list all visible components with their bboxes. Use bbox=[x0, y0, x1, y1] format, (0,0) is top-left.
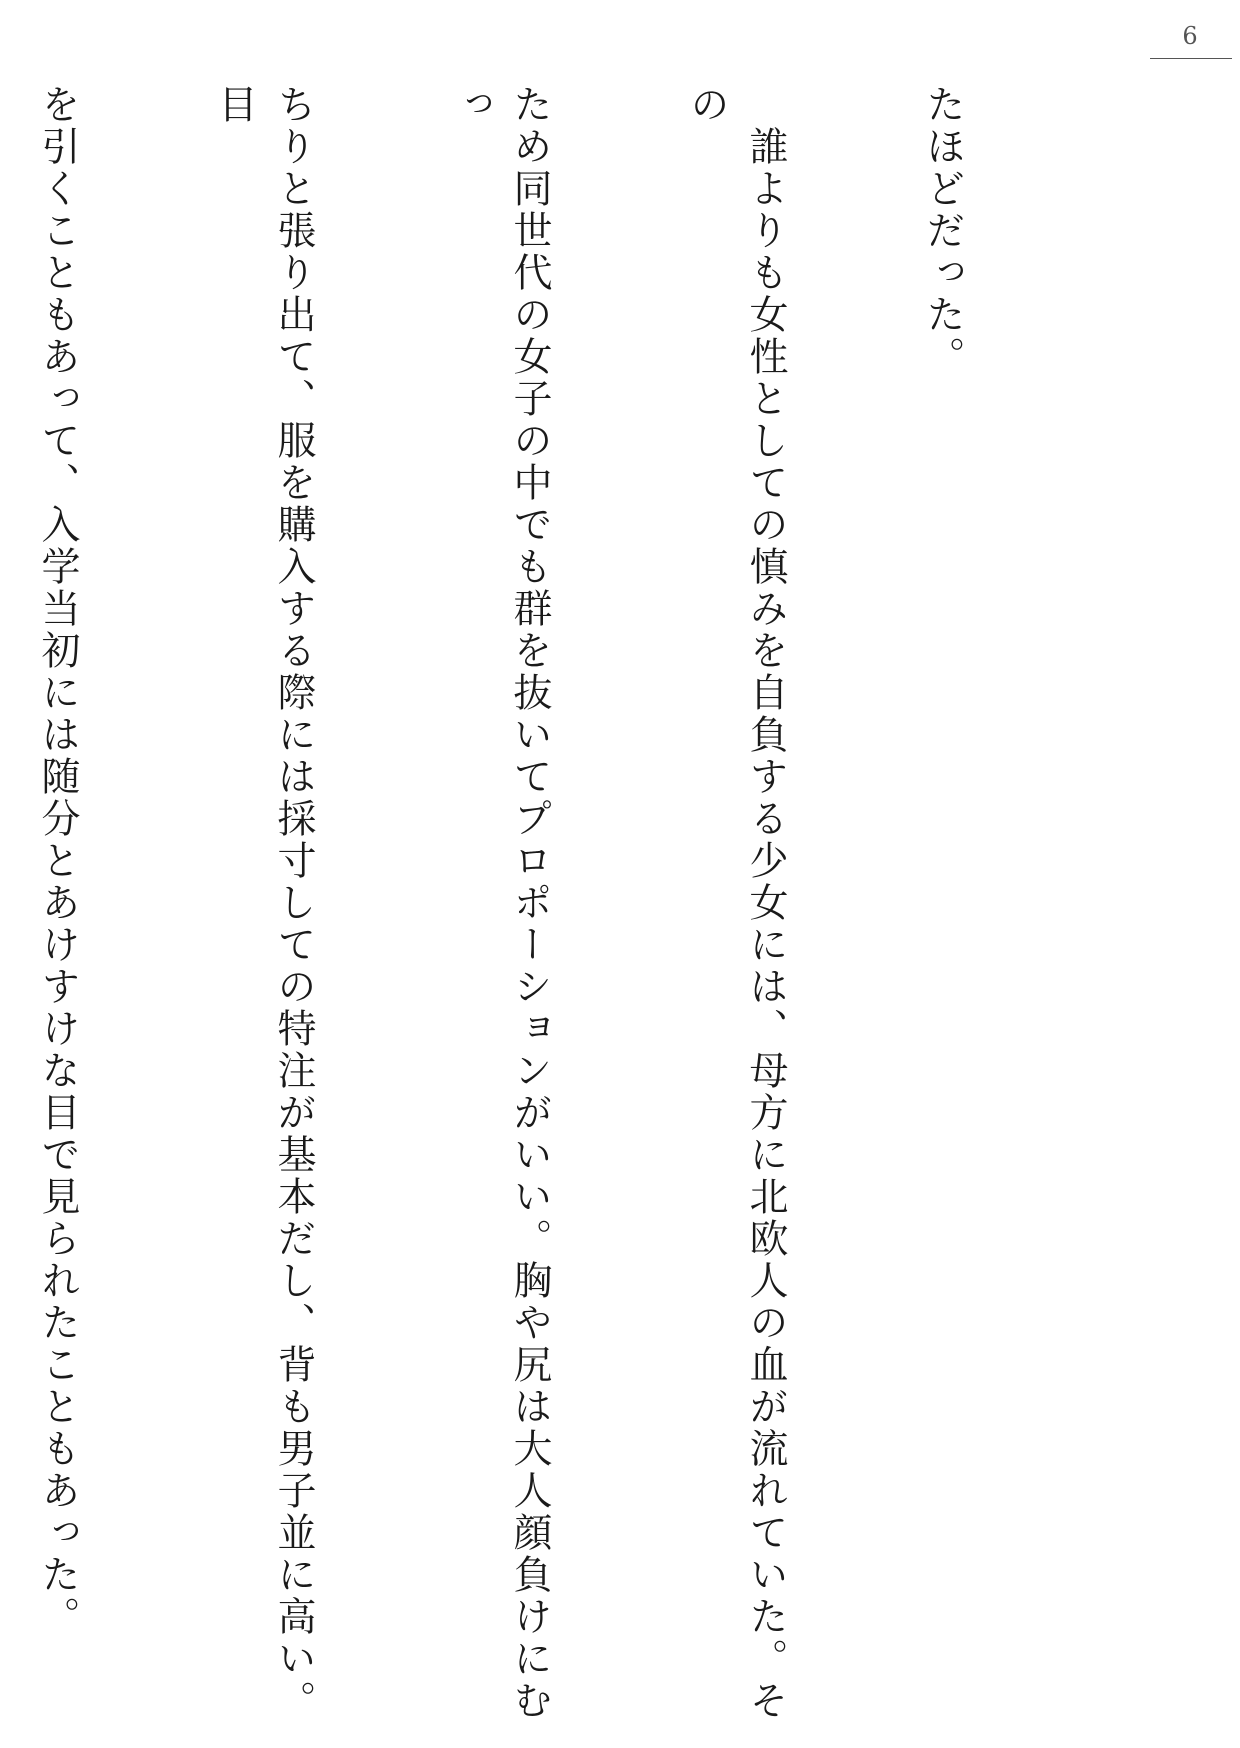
text-line: 誰よりも女性としての慎みを自負する少女には、母方に北欧人の血が流れていた。その bbox=[684, 84, 788, 1722]
page-number-rule bbox=[1150, 58, 1232, 59]
text-line: ちりと張り出て、服を購入する際には採寸しての特注が基本だし、背も男子並に高い。目 bbox=[212, 84, 316, 1722]
text-line: を引くこともあって、入学当初には随分とあけすけな目で見られたこともあった。 bbox=[35, 84, 80, 1638]
vertical-text-body bbox=[0, 84, 1090, 1724]
text-line: ため同世代の女子の中でも群を抜いてプロポーションがいい。胸や尻は大人顔負けにむっ bbox=[448, 84, 552, 1722]
text-line: たほどだった。 bbox=[920, 84, 965, 378]
page-number: 6 bbox=[1182, 22, 1198, 50]
